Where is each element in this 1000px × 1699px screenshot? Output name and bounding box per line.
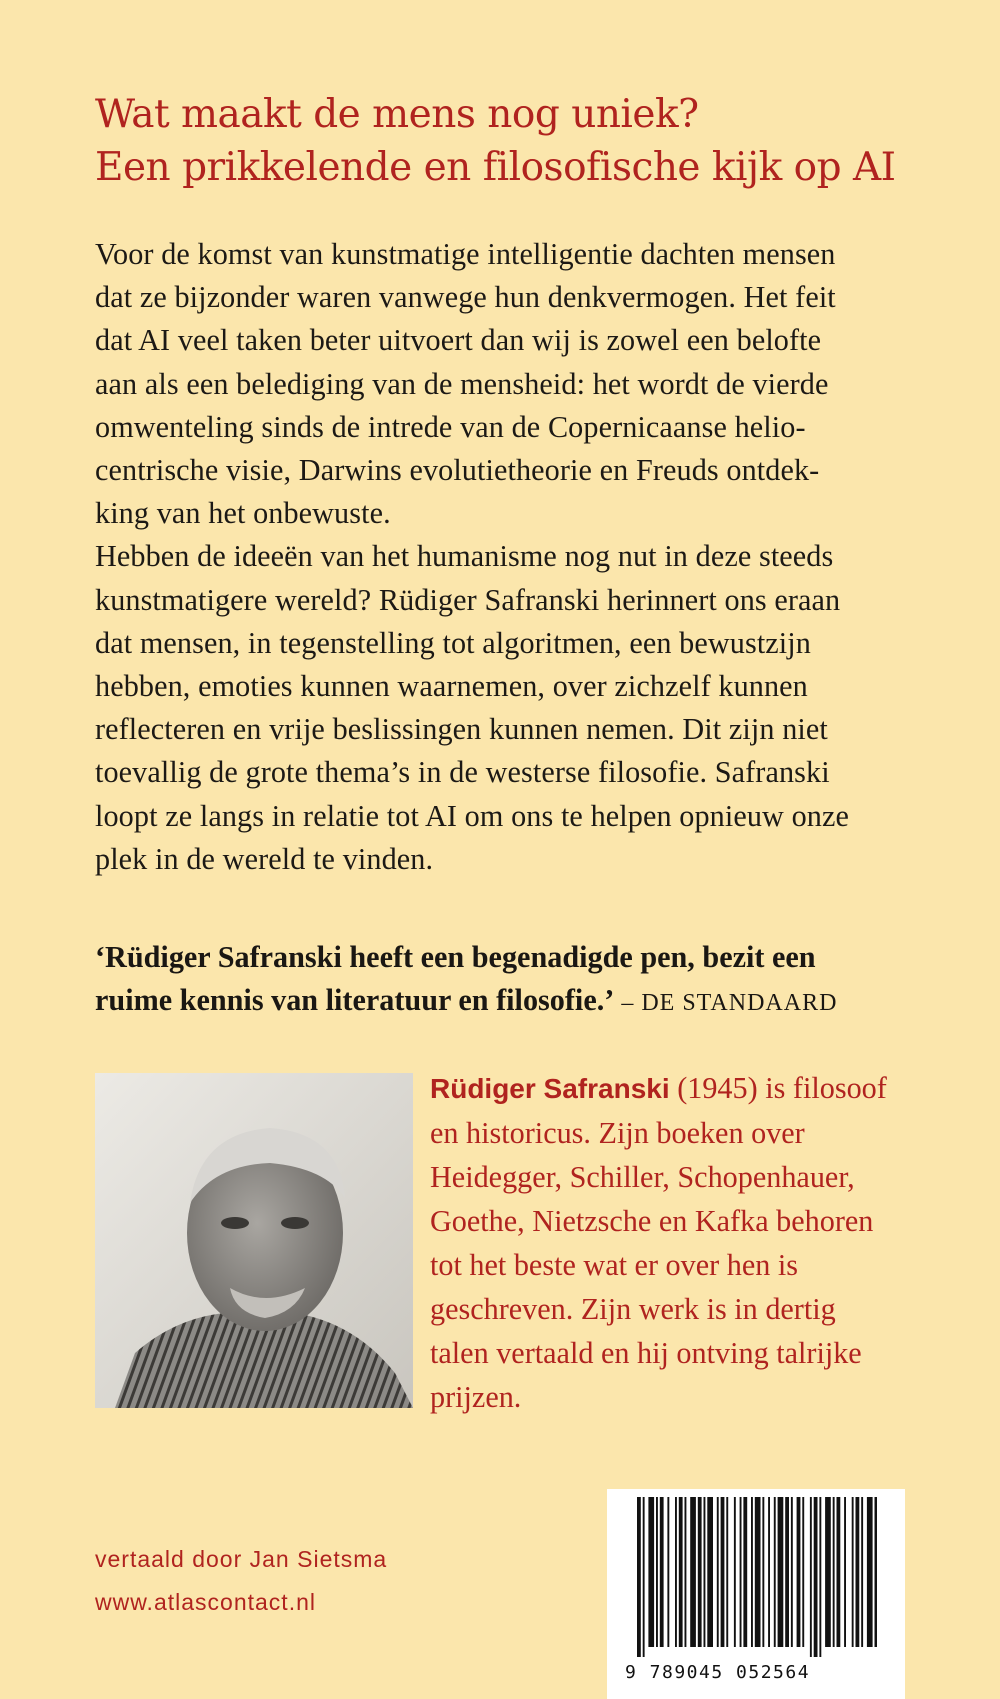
barcode-bar bbox=[690, 1497, 696, 1647]
blurb-line: aan als een belediging van de mensheid: het wordt de vierde bbox=[95, 366, 829, 401]
barcode-bar bbox=[810, 1497, 812, 1657]
blurb-line: kunstmatigere wereld? Rüdiger Safranski herinnert ons eraan bbox=[95, 582, 841, 617]
author-photo bbox=[95, 1073, 413, 1408]
barcode-bar bbox=[814, 1497, 818, 1657]
bio-line: Heidegger, Schiller, Schopenhauer, bbox=[430, 1160, 855, 1194]
author-portrait-image bbox=[95, 1073, 413, 1408]
barcode-bar bbox=[660, 1497, 664, 1647]
barcode-bar bbox=[785, 1497, 789, 1647]
barcode-bar bbox=[704, 1497, 706, 1647]
blurb-line: dat mensen, in tegenstelling tot algoritmen, een bewustzijn bbox=[95, 625, 811, 660]
barcode-bar bbox=[852, 1497, 854, 1647]
barcode-bar bbox=[698, 1497, 702, 1647]
barcode-bar bbox=[751, 1497, 753, 1647]
barcode-bar bbox=[825, 1497, 831, 1647]
blurb-text bbox=[95, 233, 945, 881]
barcode-bar bbox=[717, 1497, 719, 1647]
barcode-bar bbox=[768, 1497, 770, 1647]
barcode-bar bbox=[875, 1497, 878, 1647]
publisher-website-link[interactable]: www.atlascontact.nl bbox=[95, 1589, 316, 1615]
barcode-bar bbox=[679, 1497, 683, 1647]
barcode-bars bbox=[637, 1497, 877, 1657]
bio-line: talen vertaald en hij ontving talrijke bbox=[430, 1336, 862, 1370]
barcode-bar bbox=[656, 1497, 658, 1647]
bio-line: Goethe, Nietzsche en Kafka behoren bbox=[430, 1204, 874, 1238]
barcode bbox=[607, 1489, 905, 1699]
author-bio bbox=[430, 1066, 970, 1419]
barcode-bar bbox=[844, 1497, 846, 1647]
quote-line-1: ‘Rüdiger Safranski heeft een begenadigde pen, bezit een bbox=[95, 940, 816, 974]
blurb-line: hebben, emoties kunnen waarnemen, over zichzelf kunnen bbox=[95, 669, 808, 704]
barcode-bar bbox=[648, 1497, 654, 1647]
blurb-line: plek in de wereld te vinden. bbox=[95, 841, 434, 876]
quote-line-2 bbox=[95, 979, 955, 1025]
barcode-bar bbox=[726, 1497, 728, 1647]
press-quote bbox=[95, 936, 955, 1025]
author-name: Rüdiger Safranski bbox=[430, 1073, 670, 1104]
isbn-number: 9 789045 052564 bbox=[625, 1662, 811, 1683]
blurb-line: reflecteren en vrije beslissingen kunnen nemen. Dit zijn niet bbox=[95, 712, 828, 747]
headline-line-1: Wat maakt de mens nog uniek? bbox=[95, 92, 699, 137]
blurb-line: Voor de komst van kunstmatige intelligentie dachten mensen bbox=[95, 237, 836, 271]
barcode-bar bbox=[791, 1497, 793, 1647]
barcode-bar bbox=[707, 1497, 713, 1647]
barcode-bar bbox=[778, 1497, 784, 1647]
bio-line: prijzen. bbox=[430, 1380, 522, 1414]
barcode-bar bbox=[755, 1497, 761, 1647]
headline-line-2: Een prikkelende en filosofische kijk op AI bbox=[95, 145, 896, 190]
blurb-line: dat ze bijzonder waren vanwege hun denkvermogen. Het feit bbox=[95, 280, 836, 315]
barcode-bar bbox=[643, 1497, 645, 1657]
blurb-line: omwenteling sinds de intrede van de Copernicaanse helio- bbox=[95, 409, 806, 444]
barcode-bar bbox=[802, 1497, 804, 1647]
barcode-bar bbox=[721, 1497, 725, 1647]
barcode-bar bbox=[837, 1497, 841, 1647]
barcode-bar bbox=[667, 1497, 669, 1647]
quote-dash: – bbox=[614, 990, 642, 1016]
blurb-line: Hebben de ideeën van het humanisme nog nut in deze steeds bbox=[95, 539, 834, 574]
barcode-bar bbox=[774, 1497, 776, 1647]
barcode-bar bbox=[743, 1497, 747, 1647]
bio-line: tot het beste wat er over hen is bbox=[430, 1248, 798, 1282]
barcode-bar bbox=[819, 1497, 821, 1657]
barcode-bar bbox=[762, 1497, 764, 1647]
quote-line-2-text: ruime kennis van literatuur en filosofie.’ bbox=[95, 983, 615, 1017]
barcode-bar bbox=[867, 1497, 873, 1647]
quote-source: DE STANDAARD bbox=[641, 990, 838, 1016]
headline bbox=[95, 88, 955, 194]
barcode-bar bbox=[637, 1497, 641, 1657]
blurb-line: centrische visie, Darwins evolutietheorie en Freuds ontdek- bbox=[95, 453, 820, 488]
blurb-line: loopt ze langs in relatie tot AI om ons te helpen opnieuw onze bbox=[95, 798, 849, 833]
blurb-line: toevallig de grote thema’s in de westerse filosofie. Safranski bbox=[95, 755, 830, 790]
blurb-line: dat AI veel taken beter uitvoert dan wij is zowel een belofte bbox=[95, 323, 822, 358]
barcode-bar bbox=[797, 1497, 801, 1647]
bio-line: geschreven. Zijn werk is in dertig bbox=[430, 1292, 836, 1326]
barcode-bar bbox=[675, 1497, 677, 1647]
barcode-bar bbox=[833, 1497, 835, 1647]
barcode-bar bbox=[685, 1497, 687, 1647]
bio-line: en historicus. Zijn boeken over bbox=[430, 1116, 805, 1150]
bio-line-1 bbox=[430, 1066, 970, 1111]
barcode-bar bbox=[856, 1497, 860, 1647]
barcode-bar bbox=[861, 1497, 863, 1647]
translator-credit: vertaald door Jan Sietsma bbox=[95, 1546, 388, 1572]
bio-line-1-rest: (1945) is filosoof bbox=[669, 1071, 887, 1105]
blurb-line: king van het onbewuste. bbox=[95, 496, 391, 531]
barcode-bar bbox=[734, 1497, 736, 1647]
barcode-bar bbox=[740, 1497, 742, 1647]
